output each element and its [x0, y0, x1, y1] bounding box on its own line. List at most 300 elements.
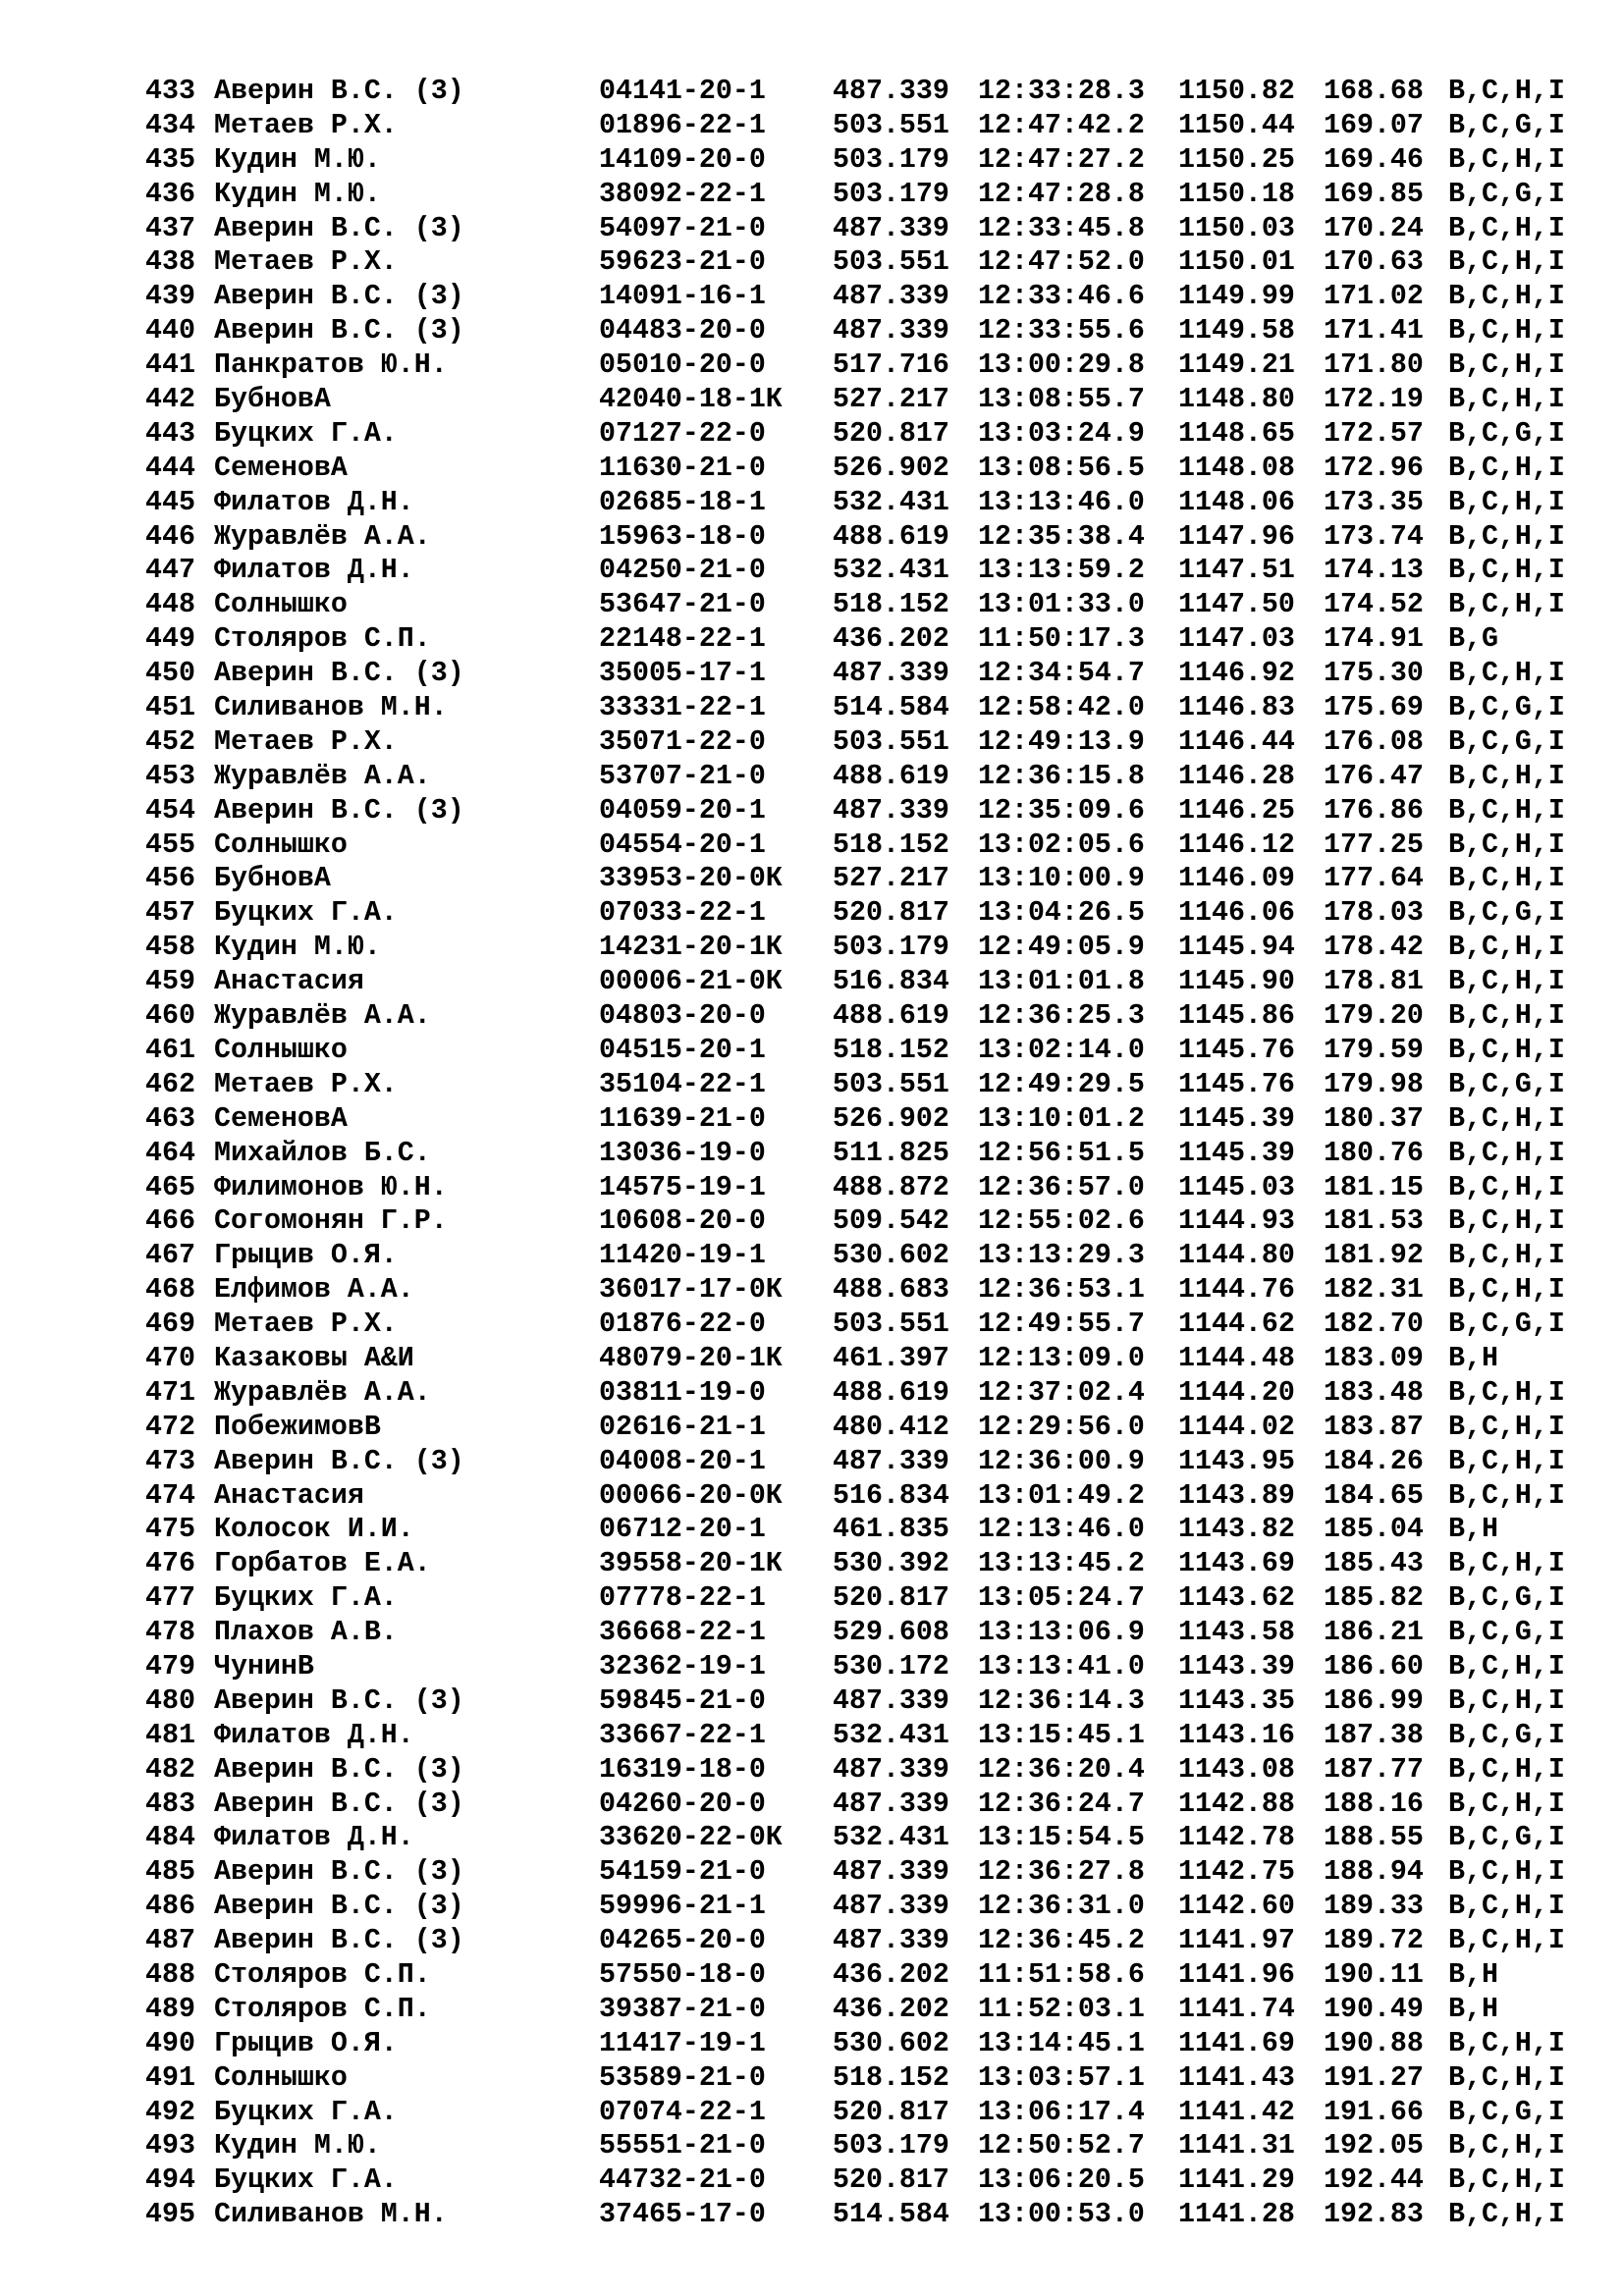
fancier-name: Аверин В.С. (3) — [214, 1856, 464, 1889]
place-number: 478 — [145, 1617, 195, 1649]
category-flags: B,C,H,I — [1448, 1788, 1565, 1820]
arrival-time: 11:52:03.1 — [978, 1993, 1145, 2025]
distance: 487.339 — [833, 212, 949, 244]
arrival-time: 13:10:00.9 — [978, 863, 1145, 895]
arrival-time: 13:13:45.2 — [978, 1548, 1145, 1580]
arrival-time: 12:35:09.6 — [978, 794, 1145, 827]
category-flags: B,C,H,I — [1448, 486, 1565, 518]
place-number: 495 — [145, 2199, 195, 2231]
table-row — [145, 760, 1598, 794]
place-number: 462 — [145, 1068, 195, 1100]
distance: 520.817 — [833, 417, 949, 450]
arrival-time: 12:36:24.7 — [978, 1788, 1145, 1820]
distance: 487.339 — [833, 1925, 949, 1957]
arrival-time: 12:29:56.0 — [978, 1411, 1145, 1443]
table-row — [145, 1547, 1598, 1581]
category-flags: B,C,H,I — [1448, 452, 1565, 484]
place-number: 448 — [145, 589, 195, 621]
fancier-name: Метаев Р.Х. — [214, 725, 398, 758]
table-row — [145, 1239, 1598, 1273]
arrival-time: 12:33:46.6 — [978, 281, 1145, 313]
coefficient: 186.60 — [1324, 1650, 1424, 1682]
coefficient: 171.41 — [1324, 315, 1424, 347]
table-row — [145, 1924, 1598, 1958]
ring-number: 33953-20-0К — [599, 863, 783, 895]
table-row — [145, 417, 1598, 452]
place-number: 483 — [145, 1788, 195, 1820]
coefficient: 178.03 — [1324, 897, 1424, 930]
speed: 1141.69 — [1178, 2027, 1295, 2059]
category-flags: B,C,H,I — [1448, 1102, 1565, 1135]
arrival-time: 13:10:01.2 — [978, 1102, 1145, 1135]
coefficient: 186.99 — [1324, 1684, 1424, 1717]
ring-number: 03811-19-0 — [599, 1376, 766, 1409]
results-table — [145, 75, 1598, 2232]
table-row — [145, 896, 1598, 931]
table-row — [145, 1308, 1598, 1342]
fancier-name: Буцких Г.А. — [214, 2164, 398, 2197]
coefficient: 181.15 — [1324, 1171, 1424, 1203]
fancier-name: Аверин В.С. (3) — [214, 76, 464, 107]
table-row — [145, 2027, 1598, 2061]
category-flags: B,C,H,I — [1448, 1411, 1565, 1443]
table-row — [145, 1445, 1598, 1479]
category-flags: B,C,H,I — [1448, 760, 1565, 792]
speed: 1147.50 — [1178, 589, 1295, 621]
table-row — [145, 2198, 1598, 2232]
coefficient: 189.33 — [1324, 1891, 1424, 1923]
arrival-time: 12:33:55.6 — [978, 315, 1145, 347]
speed: 1142.78 — [1178, 1822, 1295, 1854]
fancier-name: Метаев Р.Х. — [214, 1308, 398, 1341]
table-row — [145, 1342, 1598, 1376]
coefficient: 185.04 — [1324, 1514, 1424, 1546]
arrival-time: 12:47:42.2 — [978, 109, 1145, 141]
speed: 1141.96 — [1178, 1958, 1295, 1991]
coefficient: 182.70 — [1324, 1308, 1424, 1341]
arrival-time: 13:13:59.2 — [978, 555, 1145, 587]
category-flags: B,H — [1448, 1993, 1498, 2025]
place-number: 437 — [145, 212, 195, 244]
arrival-time: 12:56:51.5 — [978, 1137, 1145, 1169]
distance: 503.179 — [833, 2130, 949, 2163]
fancier-name: Кудин М.Ю. — [214, 178, 381, 210]
arrival-time: 13:05:24.7 — [978, 1582, 1145, 1615]
speed: 1143.08 — [1178, 1753, 1295, 1786]
ring-number: 00006-21-0К — [599, 966, 783, 998]
fancier-name: Столяров С.П. — [214, 623, 431, 656]
fancier-name: СеменовА — [214, 1102, 348, 1135]
table-row — [145, 212, 1598, 246]
distance: 436.202 — [833, 1958, 949, 1991]
place-number: 474 — [145, 1479, 195, 1512]
distance: 517.716 — [833, 349, 949, 382]
place-number: 492 — [145, 2096, 195, 2128]
speed: 1144.62 — [1178, 1308, 1295, 1341]
place-number: 435 — [145, 143, 195, 176]
table-row — [145, 965, 1598, 999]
ring-number: 59845-21-0 — [599, 1684, 766, 1717]
distance: 503.179 — [833, 178, 949, 210]
table-row — [145, 1753, 1598, 1788]
place-number: 464 — [145, 1137, 195, 1169]
distance: 514.584 — [833, 692, 949, 724]
coefficient: 174.52 — [1324, 589, 1424, 621]
table-row — [145, 143, 1598, 178]
speed: 1145.94 — [1178, 932, 1295, 964]
distance: 488.619 — [833, 1000, 949, 1033]
fancier-name: Елфимов А.А. — [214, 1274, 414, 1307]
fancier-name: Столяров С.П. — [214, 1958, 431, 1991]
arrival-time: 13:02:14.0 — [978, 1034, 1145, 1066]
place-number: 489 — [145, 1993, 195, 2025]
category-flags: B,C,H,I — [1448, 863, 1565, 895]
fancier-name: Филатов Д.Н. — [214, 486, 414, 518]
category-flags: B,C,H,I — [1448, 349, 1565, 382]
ring-number: 33667-22-1 — [599, 1719, 766, 1751]
ring-number: 38092-22-1 — [599, 178, 766, 210]
distance: 518.152 — [833, 828, 949, 861]
coefficient: 175.30 — [1324, 658, 1424, 690]
speed: 1148.06 — [1178, 486, 1295, 518]
arrival-time: 12:49:29.5 — [978, 1068, 1145, 1100]
ring-number: 04260-20-0 — [599, 1788, 766, 1820]
distance: 488.619 — [833, 1376, 949, 1409]
speed: 1146.12 — [1178, 828, 1295, 861]
coefficient: 173.35 — [1324, 486, 1424, 518]
coefficient: 185.43 — [1324, 1548, 1424, 1580]
fancier-name: Анастасия — [214, 966, 364, 998]
table-row — [145, 314, 1598, 348]
category-flags: B,C,H,I — [1448, 828, 1565, 861]
category-flags: B,H — [1448, 1514, 1498, 1546]
place-number: 440 — [145, 315, 195, 347]
fancier-name: Кудин М.Ю. — [214, 143, 381, 176]
category-flags: B,C,G,I — [1448, 1308, 1565, 1341]
coefficient: 179.98 — [1324, 1068, 1424, 1100]
arrival-time: 12:49:05.9 — [978, 932, 1145, 964]
distance: 527.217 — [833, 863, 949, 895]
ring-number: 04483-20-0 — [599, 315, 766, 347]
distance: 530.602 — [833, 1240, 949, 1272]
table-row — [145, 1513, 1598, 1547]
speed: 1143.89 — [1178, 1479, 1295, 1512]
arrival-time: 12:36:31.0 — [978, 1891, 1145, 1923]
ring-number: 35005-17-1 — [599, 658, 766, 690]
place-number: 460 — [145, 1000, 195, 1033]
arrival-time: 13:03:57.1 — [978, 2061, 1145, 2094]
coefficient: 169.85 — [1324, 178, 1424, 210]
arrival-time: 12:47:27.2 — [978, 143, 1145, 176]
speed: 1149.99 — [1178, 281, 1295, 313]
arrival-time: 13:00:29.8 — [978, 349, 1145, 382]
ring-number: 35104-22-1 — [599, 1068, 766, 1100]
distance: 520.817 — [833, 897, 949, 930]
speed: 1150.01 — [1178, 246, 1295, 279]
speed: 1144.02 — [1178, 1411, 1295, 1443]
coefficient: 191.66 — [1324, 2096, 1424, 2128]
ring-number: 33620-22-0К — [599, 1822, 783, 1854]
speed: 1143.82 — [1178, 1514, 1295, 1546]
coefficient: 187.38 — [1324, 1719, 1424, 1751]
coefficient: 173.74 — [1324, 520, 1424, 553]
distance: 532.431 — [833, 1719, 949, 1751]
ring-number: 16319-18-0 — [599, 1753, 766, 1786]
place-number: 476 — [145, 1548, 195, 1580]
speed: 1146.06 — [1178, 897, 1295, 930]
ring-number: 59623-21-0 — [599, 246, 766, 279]
fancier-name: Аверин В.С. (3) — [214, 658, 464, 690]
fancier-name: Силиванов М.Н. — [214, 2199, 448, 2231]
fancier-name: Плахов А.В. — [214, 1617, 398, 1649]
place-number: 467 — [145, 1240, 195, 1272]
category-flags: B,G — [1448, 623, 1498, 656]
arrival-time: 13:02:05.6 — [978, 828, 1145, 861]
fancier-name: Аверин В.С. (3) — [214, 212, 464, 244]
speed: 1148.80 — [1178, 384, 1295, 416]
table-row — [145, 554, 1598, 588]
fancier-name: Аверин В.С. (3) — [214, 315, 464, 347]
speed: 1148.65 — [1178, 417, 1295, 450]
speed: 1143.39 — [1178, 1650, 1295, 1682]
table-row — [145, 1821, 1598, 1855]
speed: 1150.03 — [1178, 212, 1295, 244]
table-row — [145, 622, 1598, 657]
fancier-name: Казаковы А&И — [214, 1342, 414, 1374]
category-flags: B,C,H,I — [1448, 1684, 1565, 1717]
place-number: 444 — [145, 452, 195, 484]
category-flags: B,C,H,I — [1448, 212, 1565, 244]
place-number: 482 — [145, 1753, 195, 1786]
coefficient: 172.19 — [1324, 384, 1424, 416]
place-number: 491 — [145, 2061, 195, 2094]
arrival-time: 12:36:25.3 — [978, 1000, 1145, 1033]
fancier-name: Солнышко — [214, 589, 348, 621]
fancier-name: Аверин В.С. (3) — [214, 281, 464, 313]
category-flags: B,C,G,I — [1448, 2096, 1565, 2128]
coefficient: 177.64 — [1324, 863, 1424, 895]
ring-number: 04554-20-1 — [599, 828, 766, 861]
place-number: 494 — [145, 2164, 195, 2197]
fancier-name: БубновА — [214, 384, 331, 416]
category-flags: B,C,H,I — [1448, 1891, 1565, 1923]
fancier-name: Метаев Р.Х. — [214, 1068, 398, 1100]
ring-number: 42040-18-1К — [599, 384, 783, 416]
ring-number: 33331-22-1 — [599, 692, 766, 724]
fancier-name: Буцких Г.А. — [214, 1582, 398, 1615]
ring-number: 14231-20-1К — [599, 932, 783, 964]
arrival-time: 12:47:52.0 — [978, 246, 1145, 279]
speed: 1146.83 — [1178, 692, 1295, 724]
fancier-name: Анастасия — [214, 1479, 364, 1512]
table-row — [145, 1068, 1598, 1102]
distance: 511.825 — [833, 1137, 949, 1169]
arrival-time: 13:06:20.5 — [978, 2164, 1145, 2197]
distance: 487.339 — [833, 1445, 949, 1477]
category-flags: B,C,H,I — [1448, 1137, 1565, 1169]
distance: 529.608 — [833, 1617, 949, 1649]
distance: 436.202 — [833, 623, 949, 656]
table-row — [145, 1411, 1598, 1445]
arrival-time: 12:36:57.0 — [978, 1171, 1145, 1203]
category-flags: B,C,H,I — [1448, 143, 1565, 176]
distance: 503.551 — [833, 109, 949, 141]
fancier-name: Филатов Д.Н. — [214, 555, 414, 587]
distance: 516.834 — [833, 966, 949, 998]
place-number: 452 — [145, 725, 195, 758]
arrival-time: 12:35:38.4 — [978, 520, 1145, 553]
speed: 1150.82 — [1178, 76, 1295, 107]
category-flags: B,C,H,I — [1448, 794, 1565, 827]
arrival-time: 12:36:53.1 — [978, 1274, 1145, 1307]
place-number: 488 — [145, 1958, 195, 1991]
distance: 487.339 — [833, 1856, 949, 1889]
category-flags: B,C,H,I — [1448, 1000, 1565, 1033]
speed: 1147.03 — [1178, 623, 1295, 656]
distance: 530.602 — [833, 2027, 949, 2059]
distance: 532.431 — [833, 1822, 949, 1854]
table-row — [145, 1993, 1598, 2027]
table-row — [145, 1102, 1598, 1137]
ring-number: 32362-19-1 — [599, 1650, 766, 1682]
distance: 487.339 — [833, 281, 949, 313]
table-row — [145, 691, 1598, 725]
table-row — [145, 280, 1598, 314]
category-flags: B,C,H,I — [1448, 1376, 1565, 1409]
ring-number: 04265-20-0 — [599, 1925, 766, 1957]
category-flags: B,C,G,I — [1448, 692, 1565, 724]
table-row — [145, 725, 1598, 760]
speed: 1141.28 — [1178, 2199, 1295, 2231]
category-flags: B,C,H,I — [1448, 1034, 1565, 1066]
fancier-name: Журавлёв А.А. — [214, 520, 431, 553]
fancier-name: Журавлёв А.А. — [214, 1376, 431, 1409]
fancier-name: Журавлёв А.А. — [214, 760, 431, 792]
ring-number: 14091-16-1 — [599, 281, 766, 313]
distance: 532.431 — [833, 555, 949, 587]
distance: 518.152 — [833, 589, 949, 621]
place-number: 487 — [145, 1925, 195, 1957]
ring-number: 55551-21-0 — [599, 2130, 766, 2163]
place-number: 455 — [145, 828, 195, 861]
place-number: 477 — [145, 1582, 195, 1615]
speed: 1143.62 — [1178, 1582, 1295, 1615]
table-row — [145, 1958, 1598, 1993]
distance: 487.339 — [833, 1891, 949, 1923]
place-number: 439 — [145, 281, 195, 313]
coefficient: 188.16 — [1324, 1788, 1424, 1820]
ring-number: 53707-21-0 — [599, 760, 766, 792]
distance: 516.834 — [833, 1479, 949, 1512]
category-flags: B,C,H,I — [1448, 76, 1565, 107]
distance: 488.872 — [833, 1171, 949, 1203]
coefficient: 170.24 — [1324, 212, 1424, 244]
distance: 520.817 — [833, 2164, 949, 2197]
arrival-time: 11:51:58.6 — [978, 1958, 1145, 1991]
fancier-name: Филатов Д.Н. — [214, 1719, 414, 1751]
arrival-time: 12:36:00.9 — [978, 1445, 1145, 1477]
ring-number: 11630-21-0 — [599, 452, 766, 484]
fancier-name: Михайлов Б.С. — [214, 1137, 431, 1169]
coefficient: 169.07 — [1324, 109, 1424, 141]
speed: 1144.93 — [1178, 1205, 1295, 1238]
ring-number: 04059-20-1 — [599, 794, 766, 827]
place-number: 436 — [145, 178, 195, 210]
category-flags: B,C,H,I — [1448, 1445, 1565, 1477]
coefficient: 188.55 — [1324, 1822, 1424, 1854]
place-number: 481 — [145, 1719, 195, 1751]
table-row — [145, 1204, 1598, 1239]
speed: 1149.58 — [1178, 315, 1295, 347]
coefficient: 180.37 — [1324, 1102, 1424, 1135]
place-number: 484 — [145, 1822, 195, 1854]
table-row — [145, 1719, 1598, 1753]
category-flags: B,C,H,I — [1448, 2199, 1565, 2231]
speed: 1145.03 — [1178, 1171, 1295, 1203]
place-number: 449 — [145, 623, 195, 656]
arrival-time: 13:06:17.4 — [978, 2096, 1145, 2128]
coefficient: 176.08 — [1324, 725, 1424, 758]
table-row — [145, 245, 1598, 280]
speed: 1145.39 — [1178, 1102, 1295, 1135]
speed: 1141.74 — [1178, 1993, 1295, 2025]
speed: 1143.16 — [1178, 1719, 1295, 1751]
coefficient: 171.80 — [1324, 349, 1424, 382]
arrival-time: 12:36:45.2 — [978, 1925, 1145, 1957]
ring-number: 15963-18-0 — [599, 520, 766, 553]
fancier-name: Аверин В.С. (3) — [214, 1925, 464, 1957]
category-flags: B,C,H,I — [1448, 932, 1565, 964]
coefficient: 190.49 — [1324, 1993, 1424, 2025]
table-row — [145, 588, 1598, 622]
speed: 1147.51 — [1178, 555, 1295, 587]
coefficient: 168.68 — [1324, 76, 1424, 107]
distance: 488.619 — [833, 520, 949, 553]
category-flags: B,C,H,I — [1448, 1548, 1565, 1580]
arrival-time: 12:13:46.0 — [978, 1514, 1145, 1546]
arrival-time: 12:36:27.8 — [978, 1856, 1145, 1889]
distance: 503.551 — [833, 725, 949, 758]
arrival-time: 13:13:41.0 — [978, 1650, 1145, 1682]
arrival-time: 12:49:13.9 — [978, 725, 1145, 758]
table-row — [145, 1684, 1598, 1719]
place-number: 451 — [145, 692, 195, 724]
ring-number: 04141-20-1 — [599, 76, 766, 107]
category-flags: B,C,H,I — [1448, 246, 1565, 279]
table-row — [145, 2129, 1598, 2163]
place-number: 441 — [145, 349, 195, 382]
category-flags: B,C,H,I — [1448, 315, 1565, 347]
coefficient: 175.69 — [1324, 692, 1424, 724]
fancier-name: Солнышко — [214, 828, 348, 861]
fancier-name: ЧунинВ — [214, 1650, 314, 1682]
fancier-name: Буцких Г.А. — [214, 897, 398, 930]
coefficient: 172.96 — [1324, 452, 1424, 484]
table-row — [145, 1890, 1598, 1924]
speed: 1147.96 — [1178, 520, 1295, 553]
category-flags: B,C,H,I — [1448, 555, 1565, 587]
fancier-name: Аверин В.С. (3) — [214, 1891, 464, 1923]
fancier-name: ПобежимовВ — [214, 1411, 381, 1443]
table-row — [145, 2061, 1598, 2096]
table-row — [145, 178, 1598, 212]
speed: 1141.42 — [1178, 2096, 1295, 2128]
table-row — [145, 931, 1598, 965]
fancier-name: Грыцив О.Я. — [214, 1240, 398, 1272]
distance: 526.902 — [833, 1102, 949, 1135]
place-number: 434 — [145, 109, 195, 141]
category-flags: B,C,H,I — [1448, 966, 1565, 998]
